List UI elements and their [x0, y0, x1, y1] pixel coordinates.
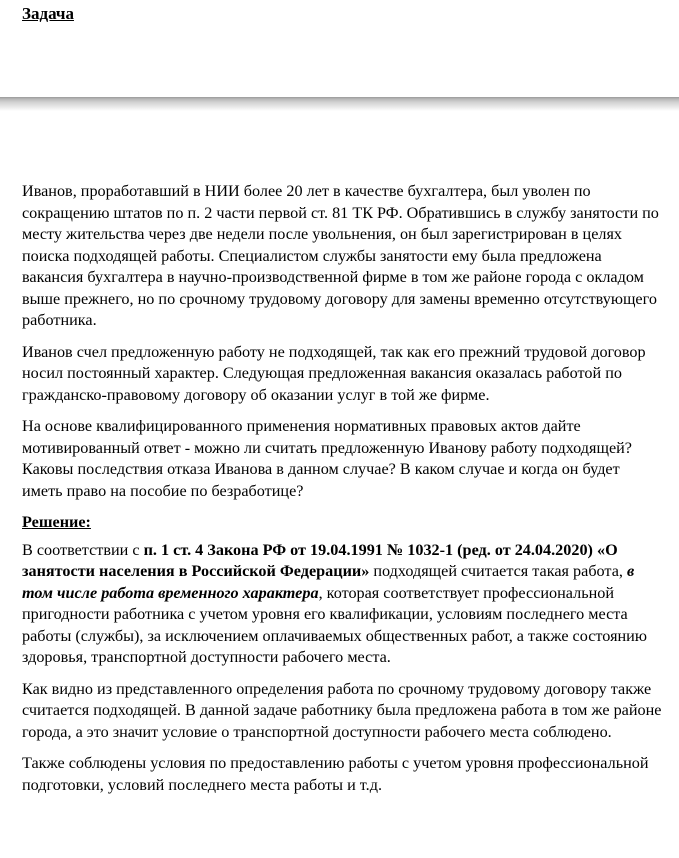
task-heading: Задача [22, 4, 74, 23]
task-paragraph-3: На основе квалифицированного применения нормативных правовых актов дайте мотивированный ответ - можно ли считать предложенную Иванову работу подходящей? Каковы последствия отказа Иванова в данном случае? В каком случае и когда он будет иметь право на пособие по безработице? [22, 417, 632, 500]
task-paragraph-1: Иванов, проработавший в НИИ более 20 лет в качестве бухгалтера, был уволен по сокращению штатов по п. 2 части первой ст. 81 ТК РФ. Обратившись в службу занятости по месту жительства через две недели после увольнения, он был зарегистрирован в целях поиска подходящей работы. Специалистом службы занятости ему была предложена вакансия бухгалтера в научно-производственной фирме в том же районе города с окладом выше прежнего, но по срочному трудовому договору для замены временно отсутствующего работника. [22, 182, 659, 329]
task-paragraph-2: Иванов счел предложенную работу не подходящей, так как его прежний трудовой договор носил постоянный характер. Следующая предложенная вакансия оказалась работой по гражданско-правовому договору об оказании услуг в той же фирме. [22, 342, 646, 404]
solution-paragraph-2: Как видно из представленного определения работа по срочному трудовому договору также считается подходящей. В данной задаче работнику была предложена работа в том же районе города, а это значит условие о транспортной доступности рабочего места соблюдено. [22, 679, 662, 741]
law-reference: п. 1 ст. 4 Закона РФ от 19.04.1991 № 1032-1 (ред. от 24.04.2020) «О занятости населения в Российской Федерации» [22, 540, 618, 580]
temporary-work-emphasis: в том числе работа временного характера [22, 562, 635, 602]
document-body [22, 181, 662, 806]
solution-paragraph-3: Также соблюдены условия по предоставлению работы с учетом уровня профессиональной подготовки, условий последнего места работы и т.д. [22, 754, 649, 794]
page-break-shadow [0, 97, 679, 111]
solution-heading: Решение: [22, 513, 91, 531]
solution-p1-end: , которая соответствует профессиональной пригодности работника с учетом уровня его квалификации, условиям последнего места работы (службы), за исключением оплачиваемых общественных работ, а также состоянию здоровья, транспортной доступности рабочего места. [22, 583, 647, 666]
solution-paragraph-1 [22, 540, 662, 669]
page-top-section [0, 0, 679, 97]
solution-p1-mid: подходящей считается такая работа, [369, 562, 627, 580]
solution-p1-start: В соответствии с [22, 540, 144, 559]
